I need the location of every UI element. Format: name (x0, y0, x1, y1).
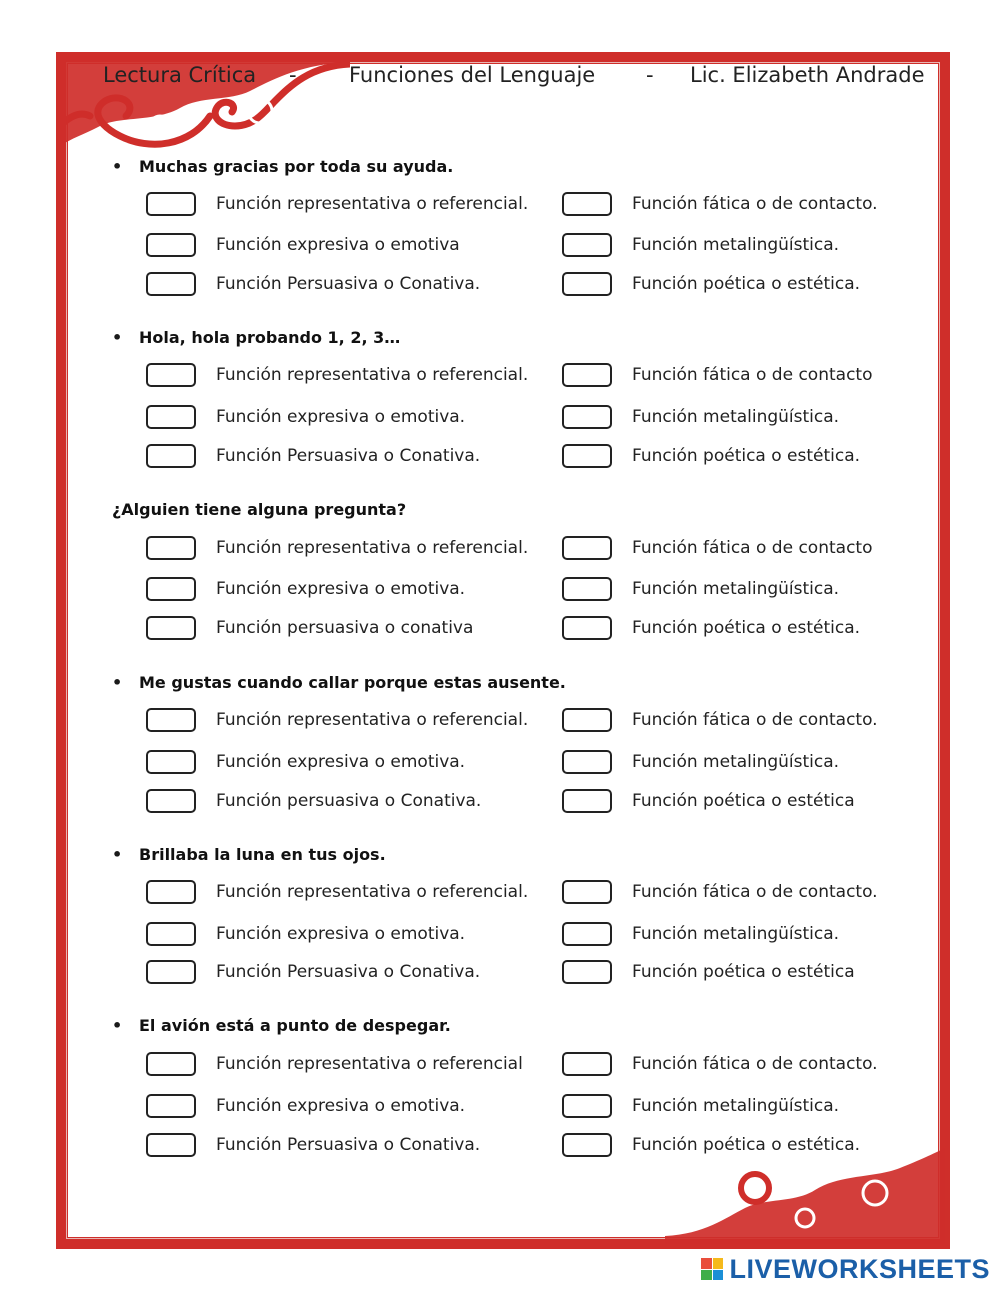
question-block (0, 845, 1000, 985)
option-label: Función expresiva o emotiva (216, 235, 460, 255)
header-subject: Lectura Crítica (103, 63, 257, 87)
answer-checkbox[interactable] (146, 233, 196, 257)
header-teacher: Lic. Elizabeth Andrade (690, 63, 925, 87)
option-label: Función poética o estética. (632, 618, 861, 638)
option-label: Función fática o de contacto. (632, 194, 878, 214)
answer-checkbox[interactable] (562, 750, 612, 774)
answer-checkbox[interactable] (146, 1052, 196, 1076)
answer-checkbox[interactable] (562, 708, 612, 732)
answer-checkbox[interactable] (562, 536, 612, 560)
option-label: Función Persuasiva o Conativa. (216, 274, 481, 294)
answer-checkbox[interactable] (146, 1094, 196, 1118)
option-label: Función metalingüística. (632, 407, 840, 427)
bullet-icon: • (112, 845, 123, 864)
option-label: Función representativa o referencial. (216, 882, 529, 902)
answer-checkbox[interactable] (562, 1052, 612, 1076)
answer-checkbox[interactable] (146, 405, 196, 429)
option-label: Función expresiva o emotiva. (216, 1096, 466, 1116)
answer-checkbox[interactable] (562, 616, 612, 640)
option-label: Función poética o estética (632, 791, 855, 811)
answer-checkbox[interactable] (146, 577, 196, 601)
question-block (0, 157, 1000, 297)
question-text: Me gustas cuando callar porque estas ausente. (139, 673, 566, 692)
option-label: Función expresiva o emotiva. (216, 752, 466, 772)
answer-checkbox[interactable] (146, 789, 196, 813)
option-label: Función fática o de contacto. (632, 710, 878, 730)
answer-checkbox[interactable] (562, 444, 612, 468)
liveworksheets-logo-icon (701, 1258, 723, 1280)
option-label: Función expresiva o emotiva. (216, 407, 466, 427)
question-text: El avión está a punto de despegar. (139, 1016, 451, 1035)
question-block (0, 500, 1000, 640)
option-label: Función poética o estética. (632, 446, 861, 466)
option-label: Función metalingüística. (632, 752, 840, 772)
answer-checkbox[interactable] (562, 880, 612, 904)
question-text: ¿Alguien tiene alguna pregunta? (112, 500, 407, 519)
question-text: Brillaba la luna en tus ojos. (139, 845, 386, 864)
option-label: Función expresiva o emotiva. (216, 579, 466, 599)
option-label: Función metalingüística. (632, 1096, 840, 1116)
answer-checkbox[interactable] (146, 444, 196, 468)
question-text: Hola, hola probando 1, 2, 3… (139, 328, 401, 347)
option-label: Función fática o de contacto. (632, 1054, 878, 1074)
bullet-icon: • (112, 157, 123, 176)
answer-checkbox[interactable] (146, 922, 196, 946)
answer-checkbox[interactable] (146, 708, 196, 732)
option-label: Función poética o estética. (632, 274, 861, 294)
answer-checkbox[interactable] (146, 880, 196, 904)
answer-checkbox[interactable] (146, 750, 196, 774)
answer-checkbox[interactable] (562, 960, 612, 984)
bullet-icon: • (112, 1016, 123, 1035)
answer-checkbox[interactable] (146, 960, 196, 984)
option-label: Función fática o de contacto (632, 538, 873, 558)
option-label: Función metalingüística. (632, 924, 840, 944)
question-block (0, 328, 1000, 468)
question-text: Muchas gracias por toda su ayuda. (139, 157, 454, 176)
brand-name: LIVEWORKSHEETS (729, 1253, 990, 1284)
answer-checkbox[interactable] (562, 405, 612, 429)
option-label: Función metalingüística. (632, 235, 840, 255)
answer-checkbox[interactable] (146, 272, 196, 296)
answer-checkbox[interactable] (146, 1133, 196, 1157)
answer-checkbox[interactable] (562, 233, 612, 257)
option-label: Función persuasiva o Conativa. (216, 791, 482, 811)
answer-checkbox[interactable] (146, 363, 196, 387)
option-label: Función fática o de contacto. (632, 882, 878, 902)
worksheet-header (103, 63, 943, 91)
option-label: Función representativa o referencial (216, 1054, 523, 1074)
option-label: Función persuasiva o conativa (216, 618, 474, 638)
answer-checkbox[interactable] (562, 1094, 612, 1118)
answer-checkbox[interactable] (562, 577, 612, 601)
answer-checkbox[interactable] (146, 192, 196, 216)
answer-checkbox[interactable] (562, 789, 612, 813)
header-separator: - (646, 63, 654, 87)
bullet-icon: • (112, 328, 123, 347)
option-label: Función Persuasiva o Conativa. (216, 446, 481, 466)
answer-checkbox[interactable] (562, 363, 612, 387)
option-label: Función representativa o referencial. (216, 710, 529, 730)
question-block (0, 673, 1000, 813)
answer-checkbox[interactable] (562, 272, 612, 296)
option-label: Función metalingüística. (632, 579, 840, 599)
answer-checkbox[interactable] (562, 1133, 612, 1157)
option-label: Función Persuasiva o Conativa. (216, 1135, 481, 1155)
liveworksheets-brand[interactable] (701, 1255, 990, 1283)
answer-checkbox[interactable] (146, 616, 196, 640)
option-label: Función poética o estética. (632, 1135, 861, 1155)
option-label: Función Persuasiva o Conativa. (216, 962, 481, 982)
option-label: Función representativa o referencial. (216, 538, 529, 558)
header-separator: - (289, 63, 297, 87)
swirl-ornament-bottom-right (665, 1148, 945, 1244)
header-topic: Funciones del Lenguaje (349, 63, 596, 87)
answer-checkbox[interactable] (562, 922, 612, 946)
option-label: Función fática o de contacto (632, 365, 873, 385)
question-block (0, 1016, 1000, 1156)
option-label: Función representativa o referencial. (216, 194, 529, 214)
option-label: Función expresiva o emotiva. (216, 924, 466, 944)
option-label: Función poética o estética (632, 962, 855, 982)
bullet-icon: • (112, 673, 123, 692)
answer-checkbox[interactable] (146, 536, 196, 560)
answer-checkbox[interactable] (562, 192, 612, 216)
option-label: Función representativa o referencial. (216, 365, 529, 385)
